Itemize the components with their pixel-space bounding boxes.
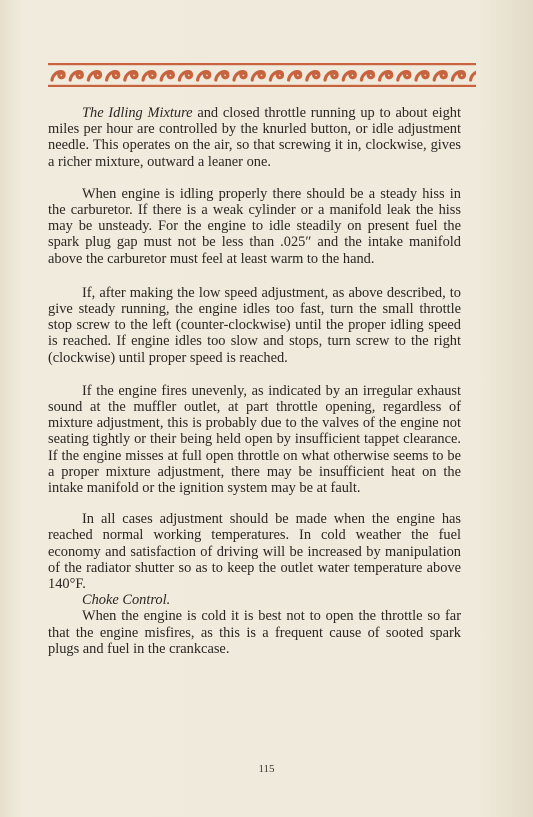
wave-scroll [179, 72, 191, 80]
wave-scroll [434, 72, 446, 80]
wave-scroll [416, 72, 428, 80]
wave-scroll [125, 72, 137, 80]
ornamental-wave-border [48, 63, 476, 87]
wave-scroll [52, 72, 64, 80]
paragraph-working-temperature: In all cases adjustment should be made when the engine has reached normal working temperatures. In cold weather the fuel economy and satisfaction of driving will be increased by manipulation of the radiator shutter so as to keep the outlet water temperature above 140°F. [48, 511, 461, 593]
wave-scroll [216, 72, 228, 80]
wave-scroll [270, 72, 282, 80]
paragraph-choke: When the engine is cold it is best not to open the throttle so far that the engine misfires, as this is a frequent cause of sooted spark plugs and fuel in the crankcase. [48, 608, 461, 657]
wave-scroll [452, 72, 464, 80]
section-heading-choke: Choke Control. [82, 592, 171, 609]
wave-scroll [471, 72, 476, 80]
wave-scroll [70, 72, 82, 80]
paragraph-throttle-stop: If, after making the low speed adjustment, as above described, to give steady running, the engine idles too fast, turn the small throttle stop screw to the left (counter-clockwise) until the proper idling speed is reached. If engine idles too slow and stops, turn screw to the right (clockwise) until proper speed is reached. [48, 284, 461, 366]
wave-scroll [198, 72, 210, 80]
wave-scroll [252, 72, 264, 80]
wave-scroll [325, 72, 337, 80]
idling-mixture-lead: The Idling Mixture [82, 105, 193, 121]
wave-scroll [343, 72, 355, 80]
paragraph-uneven-firing: If the engine fires unevenly, as indicated by an irregular exhaust sound at the muffler outlet, at part throttle opening, regardless of mixture adjustment, this is probably due to the valves of the engine not seating tightly or their being held open by insufficient tappet clearance. If the engine misses at full open throttle on what otherwise seems to be a proper mixture adjustment, there may be insufficient heat on the intake manifold or the ignition system may be at fault. [48, 382, 461, 497]
wave-scroll [88, 72, 100, 80]
wave-scroll [289, 72, 301, 80]
paragraph-text: and closed throttle running up to about eight miles per hour are controlled by the knurled button, or idle adjustment needle. This operates on the air, so that screwing it in, clockwise, gives a richer mixture, outward a leaner one. [48, 105, 461, 170]
page-number: 115 [258, 763, 275, 775]
wave-scroll [307, 72, 319, 80]
wave-scroll [107, 72, 119, 80]
body-text [48, 105, 461, 657]
wave-scroll [380, 72, 392, 80]
wave-scroll [234, 72, 246, 80]
paragraph-steady-hiss: When engine is idling properly there should be a steady hiss in the carburetor. If there is a weak cylinder or a manifold leak the hiss may be unsteady. For the engine to idle steadily on present fuel the spark plug gap must not be less than .025″ and the intake manifold above the carburetor must feel at least warm to the hand. [48, 185, 461, 267]
paragraph-idling-mixture [48, 105, 461, 170]
wave-scroll [361, 72, 373, 80]
wave-scroll [398, 72, 410, 80]
wave-scroll [161, 72, 173, 80]
wave-scroll [143, 72, 155, 80]
